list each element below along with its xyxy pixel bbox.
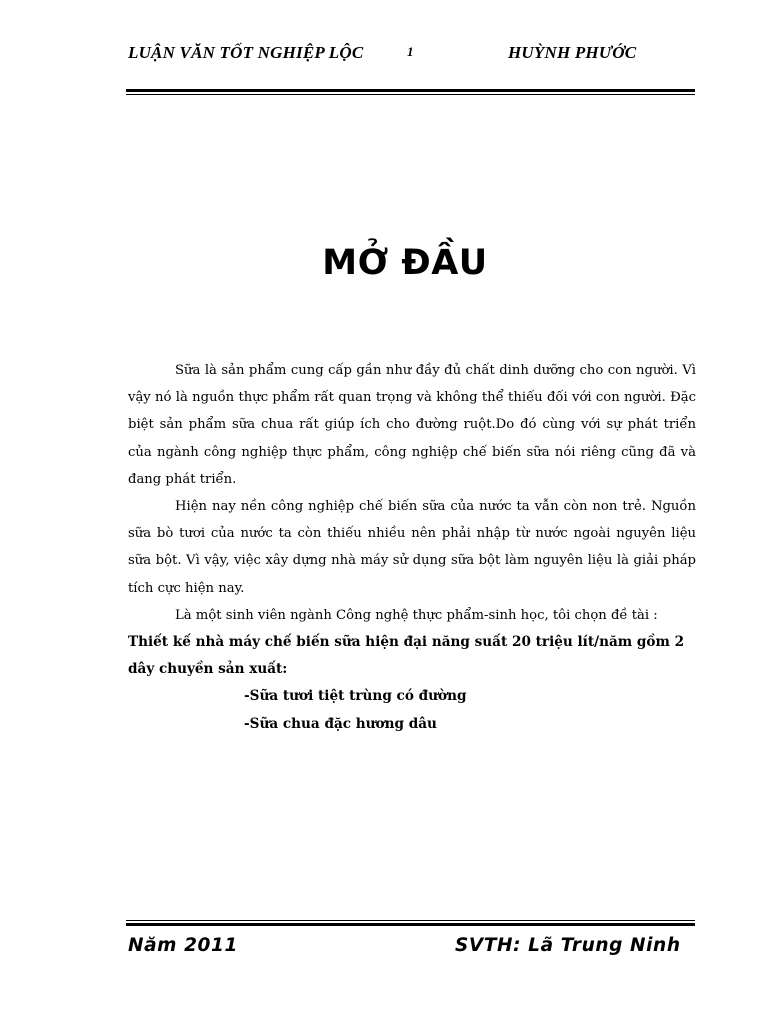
- product-line-item: -Sữa chua đặc hương dâu: [244, 715, 437, 732]
- header-author-name: HUỲNH PHƯỚC: [508, 43, 637, 62]
- header-thesis-label: LUẬN VĂN TỐT NGHIỆP LỘC: [128, 43, 364, 62]
- page-title: MỞ ĐẦU: [322, 243, 488, 283]
- footer-student: SVTH: Lã Trung Ninh: [455, 935, 681, 956]
- product-line-item: -Sữa tươi tiệt trùng có đường: [244, 688, 467, 705]
- footer-rule-thick: [126, 923, 695, 926]
- thesis-topic: Thiết kế nhà máy chế biến sữa hiện đại năng suất 20 triệu lít/năm gồm 2 dây chuyền sản xuất:: [128, 634, 685, 678]
- header-rule-thick: [126, 89, 695, 92]
- footer-rule-thin: [126, 920, 695, 921]
- paragraph-topic-intro: Là một sinh viên ngành Công nghệ thực phẩm-sinh học, tôi chọn đề tài :: [175, 607, 658, 623]
- footer-year: Năm 2011: [128, 935, 238, 956]
- paragraph-industry: Hiện nay nền công nghiệp chế biến sữa của nước ta vẫn còn non trẻ. Nguồn sữa bò tươi của nước ta còn thiếu nhiều nên phải nhập từ nước ngoài nguyên liệu sữa bột. Vì vậy, việc xây dựng nhà máy sử dụng sữa bột làm nguyên liệu là giải pháp tích cực hiện nay.: [128, 499, 696, 596]
- body-text: [128, 357, 696, 738]
- paragraph-intro: Sữa là sản phẩm cung cấp gần như đầy đủ chất dinh dưỡng cho con người. Vì vậy nó là nguồn thực phẩm rất quan trọng và không thể thiếu đối với con người. Đặc biệt sản phẩm sữa chua rất giúp ích cho đường ruột.Do đó cùng với sự phát triển của ngành công nghiệp thực phẩm, công nghiệp chế biến sữa nói riêng cũng đã và đang phát triển.: [128, 363, 696, 487]
- header-rule-thin: [126, 94, 695, 95]
- page-number: 1: [407, 44, 414, 59]
